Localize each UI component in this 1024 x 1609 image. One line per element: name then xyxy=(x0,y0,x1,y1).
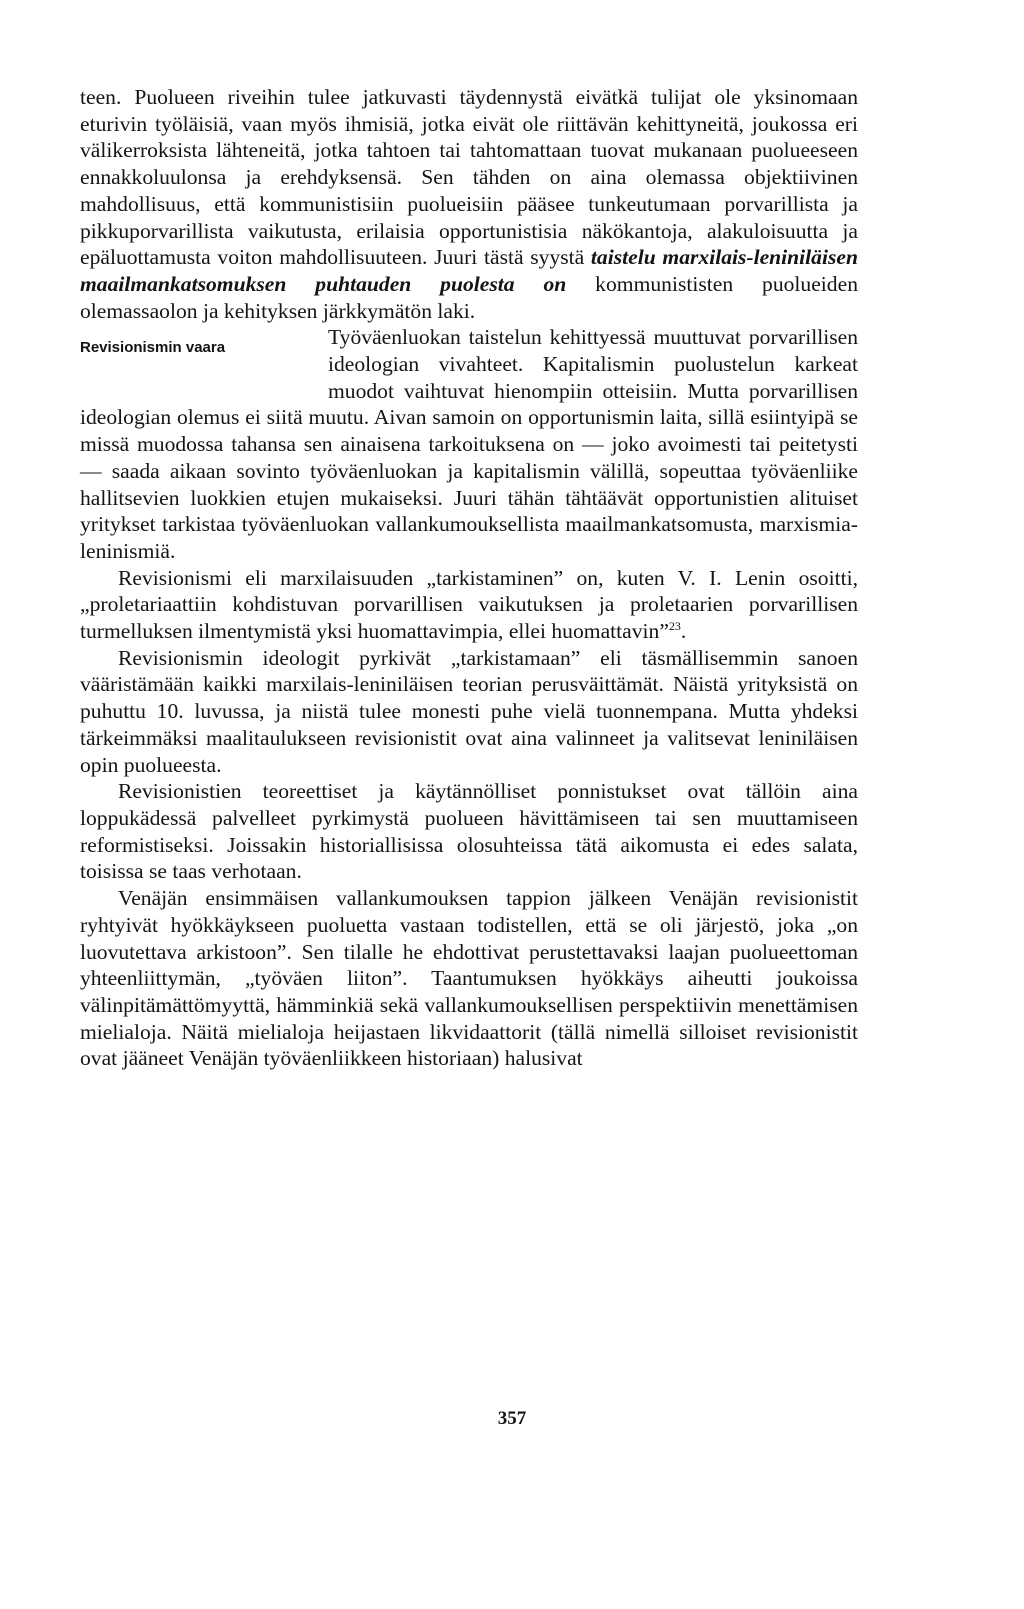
paragraph-1-text-a: teen. Puolueen riveihin tulee jatkuvasti täydennystä eivätkä tulijat ole yksinomaan eturivin työläisiä, vaan myös ihmisiä, jotka eivät ole riittävän kehittyneitä, joukossa eri välikerroksista lähteneitä, jotka tahtoen tai tahtomattaan tuovat mukanaan puolueeseen ennakkoluulonsa ja erehdyksensä. Sen tähden on aina olemassa objektiivinen mahdollisuus, että kommunistisiin puolueisiin pääsee tunkeutumaan porvarillista ja pikkuporvarillista vaikutusta, erilaisia opportunistisia näkökantoja, alakuloisuutta ja epäluottamusta voiton mahdollisuuteen. Juuri tästä syystä xyxy=(80,85,858,270)
book-page-body xyxy=(80,84,858,1072)
paragraph-1 xyxy=(80,84,858,324)
footnote-reference: 23 xyxy=(668,618,681,633)
paragraph-2: Työväenluokan taistelun kehittyessä muuttuvat porvarillisen ideologian vivahteet. Kapitalismin puolustelun karkeat muodot vaihtuvat hienompiin otteisiin. Mutta porvarillisen ideologian olemus ei siitä muutu. Aivan samoin on opportunismin laita, sillä esiintyipä se missä muodossa tahansa sen ainaisena tarkoituksena on — joko avoimesti tai peitetysti — saada aikaan sovinto työväenluokan ja kapitalismin välillä, sopeuttaa työväenliike hallitsevien luokkien etujen mukaiseksi. Juuri tähän tähtäävät opportunistien alituiset yritykset tarkistaa työväenluokan vallankumouksellista maailmankatsomusta, marxismia-leninismiä. xyxy=(80,325,858,563)
margin-heading: Revisionismin vaara xyxy=(80,339,226,357)
paragraph-5: Revisionistien teoreettiset ja käytännölliset ponnistukset ovat tällöin aina loppukädessä palvelleet pyrkimystä puolueen hävittämiseen tai sen muuttamiseen reformistiseksi. Joissakin historiallisissa olosuhteissa tätä aikomusta ei edes salata, toisissa se taas verhotaan. xyxy=(80,779,858,884)
paragraph-1-text-b: kommunististen puolueiden olemassaolon ja kehityksen järkkymätön laki. xyxy=(80,271,858,323)
paragraph-4: Revisionismin ideologit pyrkivät „tarkistamaan” eli täsmällisemmin sanoen vääristämään kaikki marxilais-leniniläisen teorian perusväittämät. Näistä yrityksistä on puhuttu 10. luvussa, ja niistä tulee monesti puhe vielä tuonnempana. Mutta yhdeksi tärkeimmäksi maalitaulukseen revisionistit ovat aina valinneet ja valitsevat leniniläisen opin puolueesta. xyxy=(80,645,858,777)
paragraph-6: Venäjän ensimmäisen vallankumouksen tappion jälkeen Venäjän revisionistit ryhtyivät hyökkäykseen puoluetta vastaan todistellen, että se oli järjestö, joka „on luovutettava arkistoon”. Sen tilalle he ehdottivat perustettavaksi laajan puolueettoman yhteenliittymän, „työväen liiton”. Taantumuksen hyökkäys aiheutti joukoissa välinpitämättömyyttä, hämminkiä sekä vallankumouksellisen perspektiivin menettämisen mielialoja. Näitä mielialoja heijastaen likvidaattorit (tällä nimellä silloiset revisionistit ovat jääneet Venäjän työväenliikkeen historiaan) halusivat xyxy=(80,886,858,1071)
paragraph-3 xyxy=(80,565,858,645)
paragraph-3-end: . xyxy=(680,619,687,644)
section-revisionism xyxy=(80,324,858,564)
paragraph-3-text: Revisionismi eli marxilaisuuden „tarkistaminen” on, kuten V. I. Lenin osoitti, „proletariaattiin kohdistuvan porvarillisen vaikutuksen ja proletaarien porvarillisen turmelluksen ilmentymistä yksi huomattavimpia, ellei huomattavin” xyxy=(80,565,858,644)
paragraph-1-emphasis: taistelu marxilais-leniniläisen maailmankatsomuksen puhtauden puolesta on xyxy=(80,245,858,296)
page-number: 357 xyxy=(497,1408,527,1429)
